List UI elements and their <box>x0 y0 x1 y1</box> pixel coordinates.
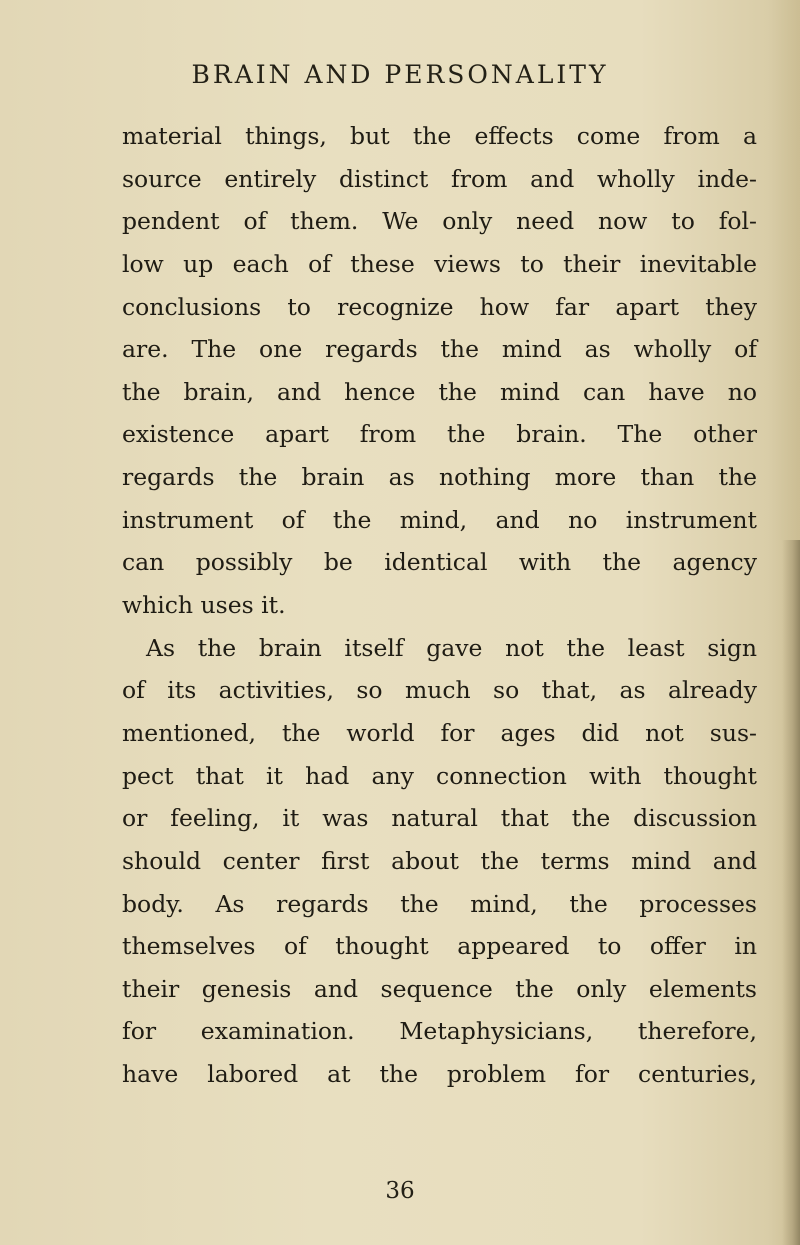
text-line: which uses it. <box>122 591 286 620</box>
text-line: pendent of them. We only need now to fol- <box>122 207 757 236</box>
text-line: As the brain itself gave not the least sign <box>146 633 757 662</box>
text-line: their genesis and sequence the only elements <box>122 974 757 1003</box>
text-line: or feeling, it was natural that the discussion <box>122 804 757 833</box>
text-line: body. As regards the mind, the processes <box>122 889 757 918</box>
running-head: BRAIN AND PERSONALITY <box>191 60 609 89</box>
text-line: have labored at the problem for centuries, <box>122 1060 757 1089</box>
text-line: regards the brain as nothing more than the <box>122 463 757 492</box>
body-text <box>122 115 757 1096</box>
text-line: conclusions to recognize how far apart they <box>122 292 757 321</box>
text-line: instrument of the mind, and no instrument <box>122 505 757 534</box>
text-line: of its activities, so much so that, as already <box>122 676 757 705</box>
page-number: 36 <box>385 1178 415 1204</box>
text-line: the brain, and hence the mind can have no <box>122 377 757 406</box>
text-line: themselves of thought appeared to offer in <box>122 932 757 961</box>
page-edge-shadow <box>782 540 800 1245</box>
text-line: pect that it had any connection with thought <box>122 761 757 790</box>
text-line: should center first about the terms mind and <box>122 846 757 875</box>
text-line: material things, but the effects come from a <box>122 122 757 150</box>
text-line: mentioned, the world for ages did not sus- <box>122 718 757 747</box>
text-line: low up each of these views to their inevitable <box>122 249 757 278</box>
text-line: for examination. Metaphysicians, therefore, <box>122 1017 757 1046</box>
text-line: are. The one regards the mind as wholly of <box>122 335 757 364</box>
text-line: existence apart from the brain. The other <box>122 420 757 449</box>
text-line: source entirely distinct from and wholly inde- <box>122 164 757 193</box>
text-line: can possibly be identical with the agency <box>122 548 757 577</box>
